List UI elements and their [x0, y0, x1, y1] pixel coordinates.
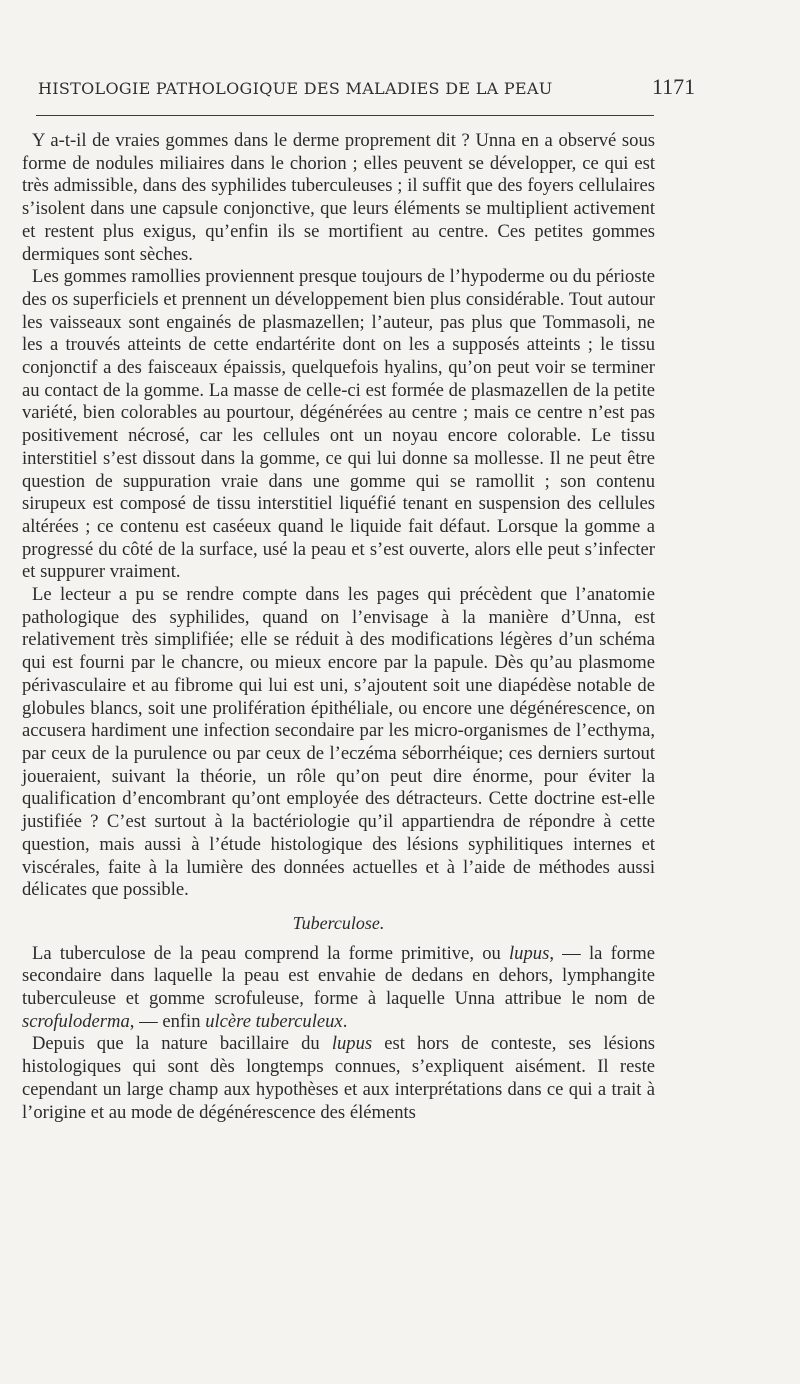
running-head-title: HISTOLOGIE PATHOLOGIQUE DES MALADIES DE LA PEAU	[38, 79, 553, 98]
body-text	[22, 130, 655, 1124]
running-head	[36, 74, 696, 100]
page-number: 1171	[652, 74, 696, 99]
paragraph-gommes-ramollies: Les gommes ramollies proviennent presque toujours de l’hypoderme ou du périoste des os superficiels et prennent un développement bien plus considérable. Tout autour les vaisseaux sont engainés de plasmazellen; l’auteur, pas plus que Tommasoli, ne les a trouvés atteints de cette endartérite dont on les a supposés atteints ; le tissu conjonctif a des faisceaux épaissis, quelquefois hyalins, qu’on peut voir se terminer au contact de la gomme. La masse de celle-ci est formée de plasmazellen de la petite variété, bien colorables au pourtour, dégénérées au centre ; mais ce centre n’est pas positivement nécrosé, car les cellules ont un noyau encore colorable. Le tissu interstitiel s’est dissout dans la gomme, ce qui lui donne sa mollesse. Il ne peut être question de suppuration vraie dans une gomme qui se ramollit ; son contenu sirupeux est composé de tissu interstitiel liquéfié tenant en suspension des cellules altérées ; ce contenu est caséeux quand le liquide fait défaut. Lorsque la gomme a progressé du côté de la surface, usé la peau et s’est ouverte, alors elle peut s’infecter et suppurer vraiment.	[22, 266, 655, 583]
paragraph-anatomie-syphilides: Le lecteur a pu se rendre compte dans les pages qui précèdent que l’anatomie pathologique des syphilides, quand on l’envisage à la manière d’Unna, est relativement très simplifiée; elle se réduit à des modifications légères d’un schéma qui est fourni par le chancre, ou mieux encore par la papule. Dès qu’au plasmome périvasculaire et au fibrome qui lui est uni, s’ajoutent soit une diapédèse notable de globules blancs, soit une prolifération épithéliale, ou encore une dégénérescence, on accusera hardiment une infection secondaire par les micro-organismes de l’ecthyma, par ceux de la purulence ou par ceux de l’eczéma séborrhéique; ces derniers surtout joueraient, suivant la théorie, un rôle qu’on peut dire énorme, pour éviter la qualification d’encombrant qu’ont employée des détracteurs. Cette doctrine est-elle justifiée ? C’est surtout à la bactériologie qu’il appartiendra de répondre à cette question, mais aussi à l’étude histologique des lésions syphilitiques internes et viscérales, faite à la lumière des données actuelles et à l’aide de méthodes aussi délicates que possible.	[22, 584, 655, 901]
italic-term-ulcere: ulcère tuberculeux	[205, 1010, 343, 1032]
paragraph-nature-bacillaire	[22, 1033, 655, 1124]
text-run: .	[342, 1010, 348, 1032]
header-rule	[36, 115, 654, 116]
text-run: , — la forme secondaire dans laquelle la peau est envahie de dedans en dehors, lymphangite tuberculeuse et gomme scrofuleuse, forme à laquelle Unna attribue le nom de	[22, 942, 655, 1010]
text-run: est hors de conteste, ses lésions histologiques qui sont dès longtemps connues, s’expliquent aisément. Il reste cependant un large champ aux hypothèses et aux interprétations dans ce qui a trait à l’origine et au mode de dégénérescence des éléments	[22, 1033, 655, 1123]
paragraph-tuberculose-formes	[22, 943, 655, 1034]
text-run: , — enfin	[129, 1010, 206, 1032]
paragraph-gommes-derme: Y a-t-il de vraies gommes dans le derme proprement dit ? Unna en a observé sous forme de nodules miliaires dans le chorion ; elles peuvent se développer, ce qui est très admissible, dans des syphilides tuberculeuses ; il suffit que des foyers cellulaires s’isolent dans une capsule conjonctive, que leurs éléments se multiplient activement et restent plus exigus, qu’enfin ils se mortifient au centre. Ces petites gommes dermiques sont sèches.	[22, 130, 655, 265]
text-run: La tuberculose de la peau comprend la forme primitive, ou	[32, 942, 510, 964]
italic-term-lupus: lupus	[509, 942, 550, 964]
italic-term-lupus: lupus	[331, 1033, 373, 1055]
text-run: Depuis que la nature bacillaire du	[32, 1033, 332, 1055]
section-title-tuberculose: Tuberculose.	[292, 912, 385, 933]
italic-term-scrofuloderma: scrofuloderma	[22, 1010, 130, 1032]
